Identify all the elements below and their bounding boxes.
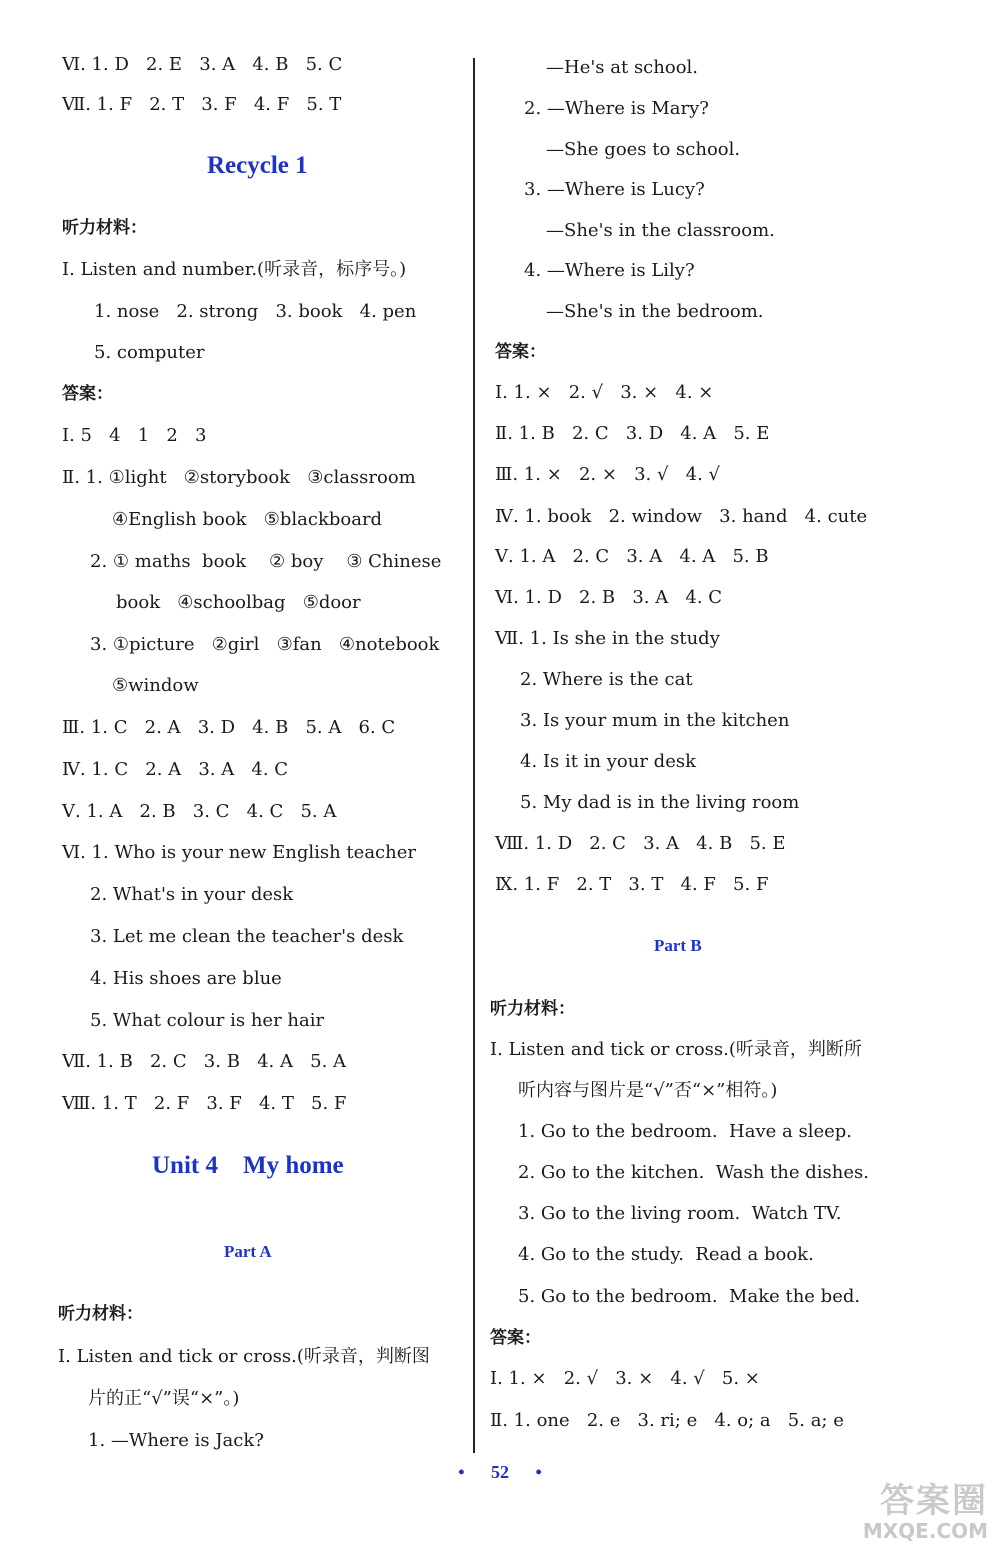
listening-line: —He's at school. [546, 57, 699, 78]
answer-line: 3. ①picture ②girl ③fan ④notebook [90, 634, 440, 655]
answer-line: Ⅲ. 1. × 2. × 3. √ 4. √ [495, 464, 720, 485]
answer-line: Ⅳ. 1. C 2. A 3. A 4. C [62, 759, 289, 780]
listening-line: 4. —Where is Lily? [524, 260, 695, 281]
answer-line: Ⅰ. 1. × 2. √ 3. × 4. √ 5. × [490, 1368, 760, 1389]
answers-label: 答案： [495, 342, 546, 362]
listening-material-label: 听力材料： [490, 999, 575, 1019]
listening-line: 2. —Where is Mary? [524, 98, 709, 119]
part-b-heading: Part B [654, 936, 702, 955]
listening-line: 片的正“√”误“×”。) [88, 1388, 240, 1409]
answer-line: Ⅱ. 1. one 2. e 3. ri; e 4. o; a 5. a; e [490, 1410, 844, 1431]
answer-line: Ⅱ. 1. B 2. C 3. D 4. A 5. E [495, 423, 770, 444]
section-title-unit-4: Unit 4 My home [152, 1152, 344, 1179]
answer-line: 2. Where is the cat [520, 669, 693, 690]
answer-line: 3. Is your mum in the kitchen [520, 710, 790, 731]
listening-line: 1. —Where is Jack? [88, 1430, 264, 1451]
listening-line: 1. nose 2. strong 3. book 4. pen [94, 301, 417, 322]
listening-line: —She goes to school. [546, 139, 741, 160]
column-divider [473, 58, 475, 1453]
watermark-brand: 答案圈 [880, 1481, 988, 1521]
answer-line: Ⅷ. 1. D 2. C 3. A 4. B 5. E [495, 833, 786, 854]
watermark [788, 1482, 988, 1544]
section-title-recycle-1: Recycle 1 [207, 152, 308, 179]
listening-line: 2. Go to the kitchen. Wash the dishes. [518, 1162, 869, 1183]
listening-line: Ⅰ. Listen and number.(听录音，标序号。) [62, 259, 407, 280]
answer-line: 5. My dad is in the living room [520, 792, 800, 813]
answer-line: ④English book ⑤blackboard [112, 509, 383, 530]
part-a-heading: Part A [224, 1242, 272, 1261]
listening-line: 听内容与图片是“√”否“×”相符。) [518, 1080, 778, 1101]
answer-line: book ④schoolbag ⑤door [116, 592, 361, 613]
answer-line: Ⅰ. 1. × 2. √ 3. × 4. × [495, 382, 714, 403]
answer-line: Ⅳ. 1. book 2. window 3. hand 4. cute [495, 506, 868, 527]
page-dot: • [535, 1462, 542, 1482]
listening-line: —She's in the bedroom. [546, 301, 764, 322]
answer-line: 5. What colour is her hair [90, 1010, 325, 1031]
listening-line: Ⅰ. Listen and tick or cross.(听录音，判断图 [58, 1346, 430, 1367]
watermark-site: MXQE.COM [862, 1519, 988, 1543]
answer-line: Ⅶ. 1. F 2. T 3. F 4. F 5. T [62, 94, 342, 115]
answer-line: Ⅵ. 1. D 2. E 3. A 4. B 5. C [62, 54, 343, 75]
page-dot: • [458, 1462, 465, 1482]
answer-line: Ⅲ. 1. C 2. A 3. D 4. B 5. A 6. C [62, 717, 396, 738]
page-number-value: 52 [491, 1462, 509, 1482]
answer-line: Ⅵ. 1. Who is your new English teacher [62, 842, 416, 863]
listening-line: 5. Go to the bedroom. Make the bed. [518, 1286, 861, 1307]
answer-line: Ⅵ. 1. D 2. B 3. A 4. C [495, 587, 723, 608]
page-number [0, 1462, 1000, 1483]
answer-line: 3. Let me clean the teacher's desk [90, 926, 404, 947]
answer-line: Ⅱ. 1. ①light ②storybook ③classroom [62, 467, 416, 488]
answer-line: Ⅶ. 1. Is she in the study [495, 628, 720, 649]
listening-line: 1. Go to the bedroom. Have a sleep. [518, 1121, 853, 1142]
answer-line: Ⅴ. 1. A 2. B 3. C 4. C 5. A [62, 801, 337, 822]
answer-line: ⑤window [112, 675, 199, 696]
answer-line: Ⅶ. 1. B 2. C 3. B 4. A 5. A [62, 1051, 347, 1072]
answer-line: Ⅷ. 1. T 2. F 3. F 4. T 5. F [62, 1093, 347, 1114]
answer-line: Ⅰ. 5 4 1 2 3 [62, 425, 207, 446]
answer-line: 4. His shoes are blue [90, 968, 282, 989]
answer-line: Ⅴ. 1. A 2. C 3. A 4. A 5. B [495, 546, 769, 567]
listening-line: Ⅰ. Listen and tick or cross.(听录音，判断所 [490, 1039, 862, 1060]
listening-material-label: 听力材料： [58, 1304, 143, 1324]
answer-line: 2. What's in your desk [90, 884, 294, 905]
listening-line: 3. Go to the living room. Watch TV. [518, 1203, 842, 1224]
listening-line: 5. computer [94, 342, 205, 363]
listening-line: 4. Go to the study. Read a book. [518, 1244, 814, 1265]
answer-line: 2. ① maths book ② boy ③ Chinese [90, 551, 442, 572]
answer-line: Ⅸ. 1. F 2. T 3. T 4. F 5. F [495, 874, 769, 895]
listening-material-label: 听力材料： [62, 218, 147, 238]
listening-line: 3. —Where is Lucy? [524, 179, 705, 200]
answers-label: 答案： [62, 384, 113, 404]
answer-line: 4. Is it in your desk [520, 751, 696, 772]
listening-line: —She's in the classroom. [546, 220, 775, 241]
answers-label: 答案： [490, 1328, 541, 1348]
